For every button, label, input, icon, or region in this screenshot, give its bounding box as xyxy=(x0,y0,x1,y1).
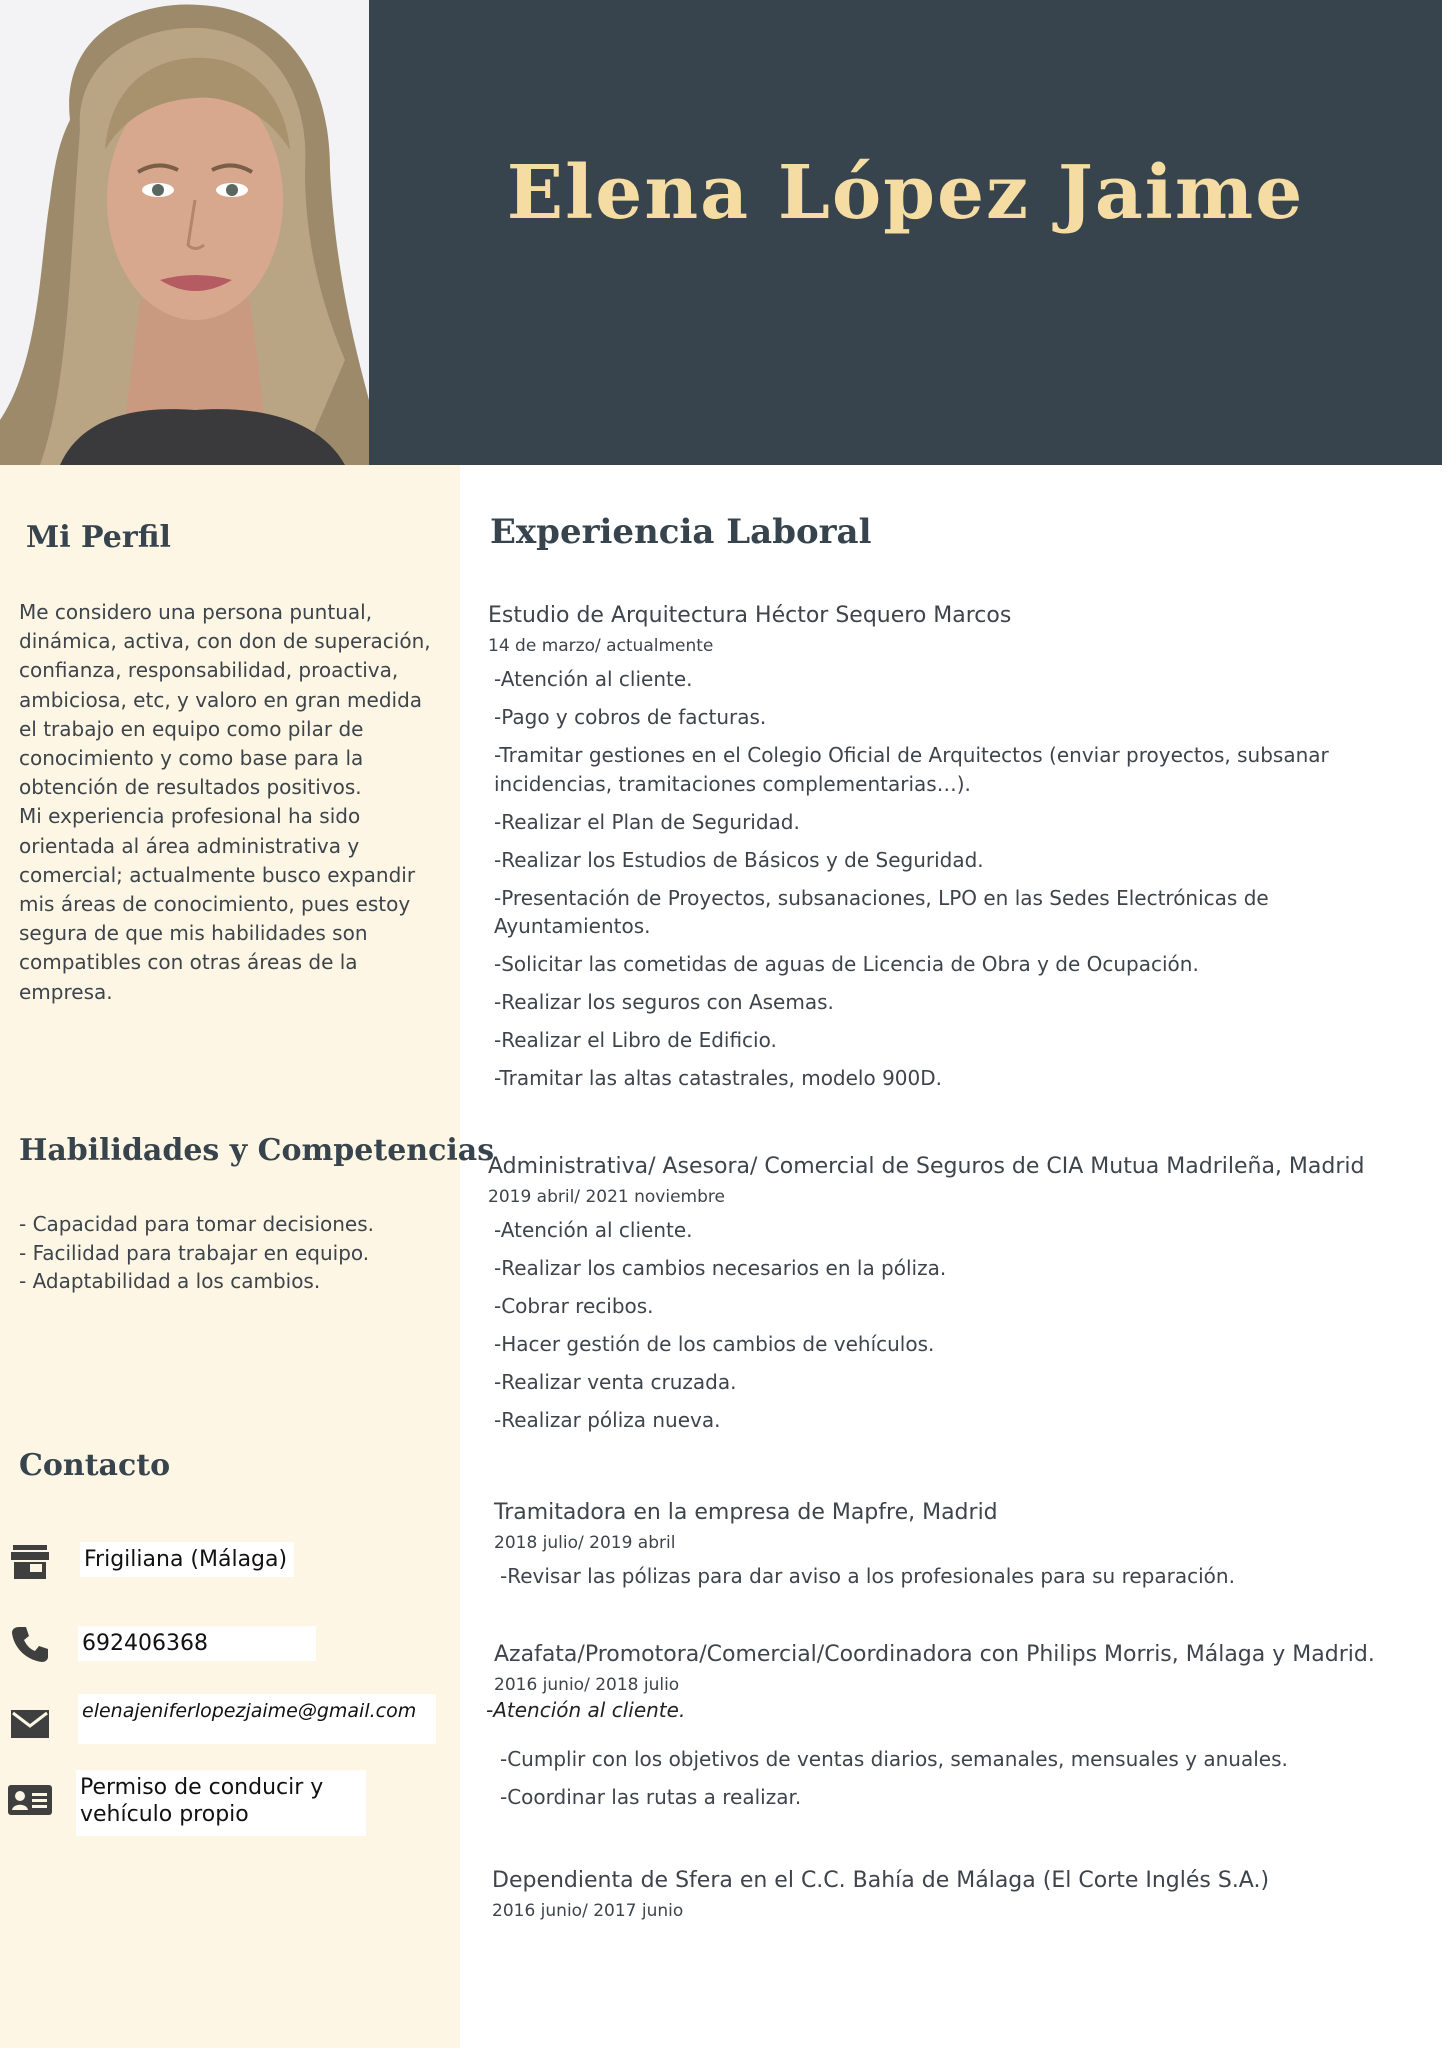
job-duty: -Realizar los Estudios de Básicos y de Seguridad. xyxy=(494,847,984,872)
job-entry xyxy=(494,1498,1394,1600)
mail-icon xyxy=(10,1704,50,1744)
job-duty: -Atención al cliente. xyxy=(494,1218,693,1242)
contact-license: Permiso de conducir y vehículo propio xyxy=(76,1770,366,1836)
id-card-icon xyxy=(7,1780,53,1820)
job-entry xyxy=(488,601,1388,1102)
skills-list xyxy=(19,1210,439,1296)
job-duty: -Realizar venta cruzada. xyxy=(494,1370,737,1394)
job-duty: -Coordinar las rutas a realizar. xyxy=(500,1784,802,1809)
job-date: 2018 julio/ 2019 abril xyxy=(494,1533,676,1553)
job-duty: -Realizar los cambios necesarios en la póliza. xyxy=(494,1256,947,1280)
job-title: Azafata/Promotora/Comercial/Coordinadora con Philips Morris, Málaga y Madrid. xyxy=(494,1642,1375,1667)
contact-location: Frigiliana (Málaga) xyxy=(80,1542,294,1577)
job-title: Administrativa/ Asesora/ Comercial de Seguros de CIA Mutua Madrileña, Madrid xyxy=(488,1154,1365,1179)
contact-heading: Contacto xyxy=(19,1448,171,1483)
job-title: Estudio de Arquitectura Héctor Sequero Marcos xyxy=(488,603,1012,628)
job-duty: -Revisar las pólizas para dar aviso a los profesionales para su reparación. xyxy=(500,1564,1235,1588)
profile-heading: Mi Perfil xyxy=(26,520,171,555)
job-duty: -Hacer gestión de los cambios de vehículos. xyxy=(494,1332,935,1356)
job-entry xyxy=(486,1640,1394,1821)
profile-text: Me considero una persona puntual, dinámica, activa, con don de superación, confianza, responsabilidad, proactiva, ambiciosa, etc, y valoro en gran medida el trabajo en equipo como pilar de conocimiento y como base para la obtención de resultados positivos. Mi experiencia profesional ha sido orientada al área administrativa y comercial; actualmente busco expandir mis áreas de conocimiento, pues estoy segura de que mis habilidades son compatibles con otras áreas de la empresa. xyxy=(19,600,431,1004)
experience-heading: Experiencia Laboral xyxy=(490,512,872,552)
job-date: 2016 junio/ 2018 julio xyxy=(494,1675,680,1695)
job-duty: -Realizar el Plan de Seguridad. xyxy=(494,809,800,834)
store-icon xyxy=(10,1542,50,1582)
job-title: Dependienta de Sfera en el C.C. Bahía de Málaga (El Corte Inglés S.A.) xyxy=(492,1868,1270,1893)
job-date: 2016 junio/ 2017 junio xyxy=(492,1901,684,1921)
job-entry xyxy=(488,1152,1388,1444)
job-duty: -Pago y cobros de facturas. xyxy=(494,705,767,729)
contact-email[interactable]: elenajeniferlopezjaime@gmail.com xyxy=(78,1694,436,1744)
job-duty: -Solicitar las cometidas de aguas de Licencia de Obra y de Ocupación. xyxy=(494,952,1199,976)
job-entry xyxy=(492,1866,1392,1930)
job-duty: -Realizar el Libro de Edificio. xyxy=(494,1028,777,1052)
job-date: 14 de marzo/ actualmente xyxy=(488,636,714,656)
candidate-name: Elena López Jaime xyxy=(506,150,1305,236)
job-duty: -Realizar los seguros con Asemas. xyxy=(494,990,834,1014)
job-date: 2019 abril/ 2021 noviembre xyxy=(488,1187,725,1207)
job-duty: -Tramitar gestiones en el Colegio Oficial de Arquitectos (enviar proyectos, subsanar incidencias, tramitaciones complementarias…). xyxy=(494,743,1329,796)
job-duty: -Cumplir con los objetivos de ventas diarios, semanales, mensuales y anuales. xyxy=(500,1746,1288,1771)
skill-item: - Adaptabilidad a los cambios. xyxy=(19,1267,439,1296)
job-duty: -Atención al cliente. xyxy=(486,1698,686,1722)
job-duty: -Cobrar recibos. xyxy=(494,1294,654,1318)
skill-item: - Capacidad para tomar decisiones. xyxy=(19,1210,439,1239)
skills-heading: Habilidades y Competencias xyxy=(19,1133,495,1168)
job-duty: -Tramitar las altas catastrales, modelo 900D. xyxy=(494,1066,943,1090)
portrait-illustration xyxy=(0,0,369,465)
skill-item: - Facilidad para trabajar en equipo. xyxy=(19,1239,439,1268)
job-duty: -Realizar póliza nueva. xyxy=(494,1408,721,1432)
contact-phone[interactable]: 692406368 xyxy=(78,1626,316,1661)
job-duty: -Presentación de Proyectos, subsanaciones, LPO en las Sedes Electrónicas de Ayuntamientos. xyxy=(494,885,1269,938)
phone-icon xyxy=(10,1624,50,1664)
profile-photo xyxy=(0,0,369,465)
job-title: Tramitadora en la empresa de Mapfre, Madrid xyxy=(494,1500,998,1525)
job-duty: -Atención al cliente. xyxy=(494,667,693,691)
